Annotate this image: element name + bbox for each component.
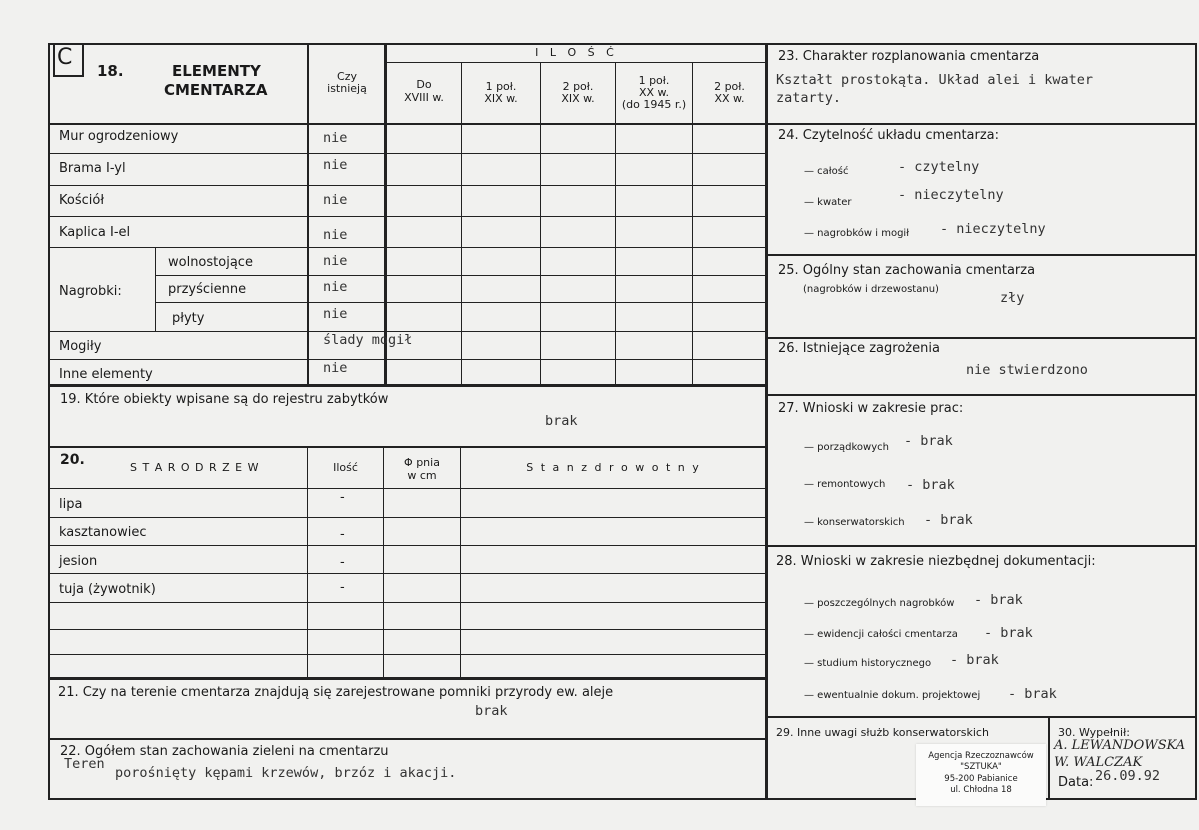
s28-value-studium: - brak — [950, 652, 999, 668]
s24-value-calosc: - czytelny — [898, 159, 980, 175]
s27-value-konserwatorskich: - brak — [924, 512, 973, 528]
period-4-l3: (do 1945 r.) — [621, 98, 687, 111]
period-2-l2: XIX w. — [484, 92, 518, 105]
s20-row-lipa-ilosc: - — [340, 490, 345, 505]
s20-row-tuja-ilosc: - — [340, 580, 345, 595]
nagrobki-przyscienne-label: przyścienne — [168, 282, 247, 297]
element-label-brama: Brama I-yl — [59, 161, 126, 176]
frame-right — [1195, 43, 1197, 800]
col-exists-label1: Czy — [337, 70, 357, 83]
s20-col-ilosc: Ilość — [333, 461, 358, 474]
stamp-line2: "SZTUKA" — [960, 762, 1002, 772]
stamp-line3: 95-200 Pabianice — [944, 774, 1018, 784]
element-value-kaplica: nie — [323, 227, 348, 243]
s20-col-pnia-1: Φ pnia — [404, 456, 440, 469]
s20-col-pnia-2: w cm — [407, 469, 437, 482]
col-exists-label2: istnieją — [327, 82, 367, 95]
element-label-kosciol: Kościół — [59, 193, 105, 208]
period-1-l2: XVIII w. — [404, 91, 444, 104]
s22-answer: porośnięty kępami krzewów, brzóz i akacji. — [115, 765, 457, 781]
s28-value-nagrobkow: - brak — [974, 592, 1023, 608]
s24-value-nagrobkow: - nieczytelny — [940, 221, 1046, 237]
s28-item-nagrobkow: — poszczególnych nagrobków — [804, 598, 955, 609]
s20-row-kasztanowiec-ilosc: - — [340, 527, 345, 542]
s24-item-kwater: — kwater — [804, 197, 852, 208]
s26-question: 26. Istniejące zagrożenia — [778, 341, 940, 356]
stamp-line4: ul. Chłodna 18 — [950, 785, 1012, 795]
s20-number: 20. — [60, 452, 85, 468]
s20-row-lipa: lipa — [59, 497, 83, 512]
nagrobki-plyty-value: nie — [323, 306, 348, 322]
s30-date-value: 26.09.92 — [1095, 768, 1161, 784]
period-4-l2: XX w. — [638, 86, 670, 99]
s23-answer-line1: Kształt prostokąta. Układ alei i kwater — [776, 72, 1093, 88]
nagrobki-wolnostojace-label: wolnostojące — [168, 255, 253, 270]
period-2-l1: 1 poł. — [485, 80, 517, 93]
s26-answer: nie stwierdzono — [966, 362, 1088, 378]
element-value-kosciol: nie — [323, 192, 348, 208]
section-title-line1: ELEMENTY — [172, 62, 261, 80]
s29-question: 29. Inne uwagi służb konserwatorskich — [776, 726, 989, 739]
period-5-l1: 2 poł. — [714, 80, 745, 93]
s28-question: 28. Wnioski w zakresie niezbędnej dokumentacji: — [776, 554, 1096, 569]
s25-sub: (nagrobków i drzewostanu) — [803, 284, 939, 295]
stamp-line1: Agencja Rzeczoznawców — [928, 751, 1034, 761]
frame-top — [48, 43, 1197, 45]
s28-value-projektowej: - brak — [1008, 686, 1057, 702]
element-value-mur: nie — [323, 130, 348, 146]
s21-answer: brak — [475, 703, 508, 719]
period-3-l2: XIX w. — [561, 92, 595, 105]
middle-divider — [765, 43, 768, 800]
s27-question: 27. Wnioski w zakresie prac: — [778, 401, 964, 416]
s30-date-label: Data: — [1058, 775, 1094, 790]
s25-answer: zły — [1000, 290, 1025, 306]
s27-item-porzadkowych: — porządkowych — [804, 442, 889, 453]
s27-item-remontowych: — remontowych — [804, 479, 886, 490]
s24-item-calosc: — całość — [804, 166, 849, 177]
s24-question: 24. Czytelność układu cmentarza: — [778, 128, 1000, 143]
s23-question: 23. Charakter rozplanowania cmentarza — [778, 49, 1040, 64]
frame-left — [48, 43, 50, 800]
s24-item-nagrobkow: — nagrobków i mogił — [804, 228, 910, 239]
s28-item-projektowej: — ewentualnie dokum. projektowej — [804, 690, 981, 701]
s27-value-porzadkowych: - brak — [904, 433, 953, 449]
section-number: 18. — [97, 62, 124, 80]
s27-item-konserwatorskich: — konserwatorskich — [804, 517, 905, 528]
s30-label: 30. Wypełnił: — [1058, 726, 1130, 739]
element-label-kaplica: Kaplica I-el — [59, 225, 131, 240]
period-4-l1: 1 poł. — [638, 74, 670, 87]
s20-row-kasztanowiec: kasztanowiec — [59, 525, 147, 540]
mogily-label: Mogiły — [59, 339, 102, 354]
ilosc-header: I L O Ś Ć — [535, 46, 618, 59]
s25-question: 25. Ogólny stan zachowania cmentarza — [778, 263, 1036, 278]
s27-value-remontowych: - brak — [906, 477, 955, 493]
s22-answer-prefix: Teren — [64, 756, 105, 772]
s20-row-jesion: jesion — [59, 554, 98, 569]
s20-row-jesion-ilosc: - — [340, 555, 345, 570]
s24-value-kwater: - nieczytelny — [898, 187, 1004, 203]
s22-question: 22. Ogółem stan zachowania zieleni na cmentarzu — [60, 744, 389, 759]
s20-row-tuja: tuja (żywotnik) — [59, 582, 156, 597]
element-label-mur: Mur ogrodzeniowy — [59, 129, 179, 144]
s28-value-ewidencji: - brak — [984, 625, 1033, 641]
stamp — [916, 744, 1046, 806]
mogily-value: ślady mogił — [323, 332, 413, 348]
period-3-l1: 2 poł. — [562, 80, 594, 93]
s20-col-stan: S t a n z d r o w o t n y — [526, 461, 701, 474]
s21-question: 21. Czy na terenie cmentarza znajdują się zarejestrowane pomniki przyrody ew. aleje — [58, 685, 614, 700]
element-value-brama: nie — [323, 157, 348, 173]
s20-title: S T A R O D R Z E W — [130, 461, 260, 474]
s23-answer-line2: zatarty. — [776, 90, 842, 106]
s30-signature-2: W. WALCZAK — [1054, 755, 1143, 770]
nagrobki-label: Nagrobki: — [59, 284, 122, 299]
section-letter: C — [57, 45, 73, 70]
period-5-l2: XX w. — [714, 92, 745, 105]
s30-signature-1: A. LEWANDOWSKA — [1054, 738, 1186, 753]
period-1-l1: Do — [416, 78, 432, 91]
s19-question: 19. Które obiekty wpisane są do rejestru zabytków — [60, 392, 389, 407]
inne-label: Inne elementy — [59, 367, 153, 382]
nagrobki-wolnostojace-value: nie — [323, 253, 348, 269]
section-title-line2: CMENTARZA — [164, 81, 268, 99]
s28-item-ewidencji: — ewidencji całości cmentarza — [804, 629, 958, 640]
s28-item-studium: — studium historycznego — [804, 658, 932, 669]
s19-answer: brak — [545, 413, 578, 429]
nagrobki-plyty-label: płyty — [172, 311, 205, 326]
inne-value: nie — [323, 360, 348, 376]
nagrobki-przyscienne-value: nie — [323, 279, 348, 295]
